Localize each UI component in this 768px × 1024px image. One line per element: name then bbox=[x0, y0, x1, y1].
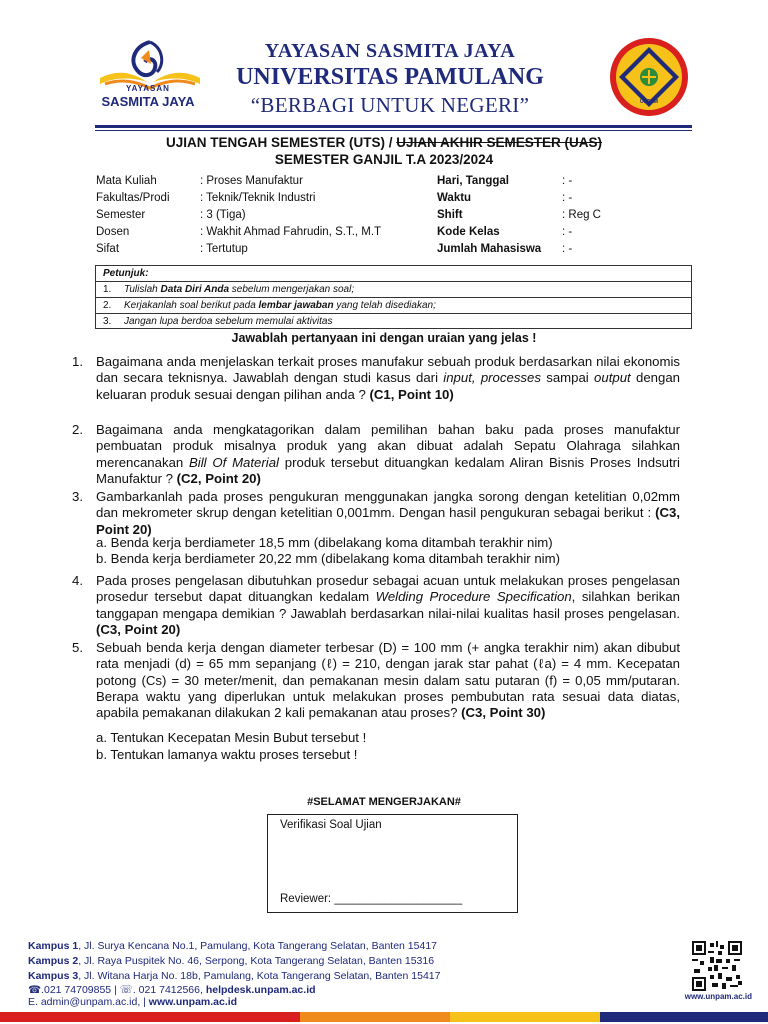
left-logo-small-text: YAYASAN bbox=[126, 84, 170, 93]
unpam-seal-icon bbox=[609, 37, 689, 117]
reviewer-line: Reviewer: ____________________ bbox=[280, 893, 463, 905]
header-rule-thick bbox=[95, 125, 692, 128]
info-label-hari: Hari, Tanggal bbox=[437, 175, 509, 187]
left-logo-name: SASMITA JAYA bbox=[101, 94, 195, 109]
seal-bottom-text: UNPAM bbox=[640, 99, 658, 105]
exam-title bbox=[110, 135, 658, 150]
footer-campus-1: Kampus 1, Jl. Surya Kencana No.1, Pamulang, Kota Tangerang Selatan, Banten 15417 bbox=[28, 940, 437, 952]
instruction-num: 2. bbox=[103, 300, 112, 311]
footer-campus-2: Kampus 2, Jl. Raya Puspitek No. 46, Serpong, Kota Tangerang Selatan, Banten 15316 bbox=[28, 955, 435, 967]
qr-url: www.unpam.ac.id bbox=[684, 992, 752, 1001]
semester-title: SEMESTER GANJIL T.A 2023/2024 bbox=[274, 152, 494, 167]
question-5-option-b: b. Tentukan lamanya waktu proses tersebut ! bbox=[96, 747, 358, 762]
question-number: 5. bbox=[72, 640, 83, 655]
website-link[interactable]: www.unpam.ac.id bbox=[148, 996, 238, 1008]
info-label-dosen: Dosen bbox=[96, 226, 130, 238]
footer-phone: ☎.021 74709855 | ☏. 021 7412566, helpdesk.unpam.ac.id bbox=[28, 984, 316, 996]
info-value-dosen: : Wakhit Ahmad Fahrudin, S.T., M.T bbox=[200, 226, 382, 238]
qr-code-icon bbox=[692, 941, 742, 991]
helpdesk-link[interactable]: helpdesk.unpam.ac.id bbox=[205, 984, 316, 996]
org-name: YAYASAN SASMITA JAYA bbox=[264, 40, 516, 62]
info-value-semester: : 3 (Tiga) bbox=[200, 209, 246, 221]
question-text: Pada proses pengelasan dibutuhkan prosedur sebagai acuan untuk melakukan proses pengelasan prosedur tersebut dapat dituangkan kedalam Welding Procedure Specification, silahkan berikan tanggapan mengapa demikian ? Jawablah berdasarkan nilai-nilai kualitas hasil proses pengelasan. (C3, Point 20) bbox=[96, 573, 680, 637]
info-value-sifat: : Tertutup bbox=[200, 243, 248, 255]
question-number: 1. bbox=[72, 354, 83, 369]
question-points: (C1, Point 10) bbox=[369, 386, 454, 402]
info-value-fakultas: : Teknik/Teknik Industri bbox=[200, 192, 316, 204]
question-number: 4. bbox=[72, 573, 83, 588]
info-value-mata-kuliah: : Proses Manufaktur bbox=[200, 175, 303, 187]
instructions-divider bbox=[95, 313, 692, 314]
question-text: Bagaimana anda mengkatagorikan dalam pemilihan bahan baku pada proses manufaktur pembuatan produk misalnya produk yang akan dibuat adalah Sepatu Olahraga silahkan merencanakan Bill Of Material produk tersebut dituangkan kedalam Aliran Bisnis Proses Indsutri Manufaktur ? (C2, Point 20) bbox=[96, 422, 680, 486]
instruction-item: Tulislah Data Diri Anda sebelum mengerjakan soal; bbox=[124, 284, 355, 295]
info-value-waktu: : - bbox=[562, 192, 573, 204]
info-label-semester: Semester bbox=[96, 209, 146, 221]
footer-stripe-yellow bbox=[450, 1012, 600, 1022]
exam-title-uas-struck: UJIAN AKHIR SEMESTER (UAS) bbox=[396, 135, 603, 150]
question-points: (C2, Point 20) bbox=[176, 470, 261, 486]
info-label-mata-kuliah: Mata Kuliah bbox=[96, 175, 157, 187]
footer-email: E. admin@unpam.ac.id, | www.unpam.ac.id bbox=[28, 996, 238, 1008]
question-points: (C3, Point 30) bbox=[461, 705, 546, 721]
info-value-hari: : - bbox=[562, 175, 573, 187]
info-label-fakultas: Fakultas/Prodi bbox=[96, 192, 170, 204]
info-label-waktu: Waktu bbox=[437, 192, 472, 204]
info-label-jumlah-mahasiswa: Jumlah Mahasiswa bbox=[437, 243, 542, 255]
email-link[interactable]: admin@unpam.ac.id bbox=[40, 996, 138, 1008]
footer-stripe-red bbox=[0, 1012, 300, 1022]
question-3-option-a: a. Benda kerja berdiameter 18,5 mm (dibelakang koma ditambah terakhir nim) bbox=[96, 535, 553, 550]
question-5-option-a: a. Tentukan Kecepatan Mesin Bubut tersebut ! bbox=[96, 730, 367, 745]
instruction-num: 1. bbox=[103, 284, 112, 295]
header-rule-thin bbox=[95, 130, 692, 131]
instruction-item: Kerjakanlah soal berikut pada lembar jawaban yang telah disediakan; bbox=[124, 300, 436, 311]
question-points: (C3, Point 20) bbox=[96, 621, 181, 637]
info-label-kode-kelas: Kode Kelas bbox=[437, 226, 500, 238]
verification-title: Verifikasi Soal Ujian bbox=[280, 819, 382, 831]
footer-campus-3: Kampus 3, Jl. Witana Harja No. 18b, Pamulang, Kota Tangerang Selatan, Banten 15417 bbox=[28, 970, 441, 982]
instruction-num: 3. bbox=[103, 316, 112, 327]
exam-title-uts: UJIAN TENGAH SEMESTER (UTS) / bbox=[165, 135, 397, 150]
instructions-title: Petunjuk: bbox=[103, 268, 149, 279]
info-value-jumlah-mahasiswa: : - bbox=[562, 243, 573, 255]
instructions-divider bbox=[95, 297, 692, 298]
question-points: (C3, Point 20) bbox=[96, 505, 680, 537]
footer-stripe-navy bbox=[600, 1012, 768, 1022]
question-3-option-b: b. Benda kerja berdiameter 20,22 mm (dibelakang koma ditambah terakhir nim) bbox=[96, 551, 560, 566]
closing-text: #SELAMAT MENGERJAKAN# bbox=[307, 796, 461, 808]
question-text: Sebuah benda kerja dengan diameter terbesar (D) = 100 mm (+ angka terakhir nim) akan dibubut rata menjadi (d) = 65 mm sepanjang (ℓ) = 210, dengan jarak star pahat (ℓa) = 4 mm. Kecepatan potong (Cs) = 30 meter/menit, dan pemakanan mesin dalam satu putaran (f) = 0,05 mm/putaran. Berapa waktu yang diperlukan untuk melakukan proses pembubutan rata sesuai data diatas, apabila pemakanan dilakukan 2 kali pemakanan atau proses? (C3, Point 30) bbox=[96, 640, 680, 721]
instructions-divider bbox=[95, 281, 692, 282]
university-name: UNIVERSITAS PAMULANG bbox=[236, 64, 544, 90]
question-number: 2. bbox=[72, 422, 83, 437]
question-text: Bagaimana anda menjelaskan terkait proses manufakur sebuah produk berdasarkan nilai ekonomis dan secara teknisnya. Jawablah dengan studi kasus dari input, processes sampai output dengan keluaran produk sesuai dengan pilihan anda ? (C1, Point 10) bbox=[96, 354, 680, 402]
info-value-kode-kelas: : - bbox=[562, 226, 573, 238]
info-label-shift: Shift bbox=[437, 209, 463, 221]
info-label-sifat: Sifat bbox=[96, 243, 120, 255]
question-number: 3. bbox=[72, 489, 83, 504]
answer-instruction: Jawablah pertanyaan ini dengan uraian yang jelas ! bbox=[231, 331, 537, 345]
motto: “BERBAGI UNTUK NEGERI” bbox=[250, 93, 530, 117]
instruction-item: Jangan lupa berdoa sebelum memulai aktivitas bbox=[124, 316, 333, 327]
info-value-shift: : Reg C bbox=[562, 209, 601, 221]
footer-stripe-orange bbox=[300, 1012, 450, 1022]
question-text: Gambarkanlah pada proses pengukuran menggunakan jangka sorong dengan ketelitian 0,02mm dan mekrometer skrup dengan ketelitian 0,001mm. Dengan hasil pengukuran sebagai berikut : (C3, Point 20) bbox=[96, 489, 680, 537]
